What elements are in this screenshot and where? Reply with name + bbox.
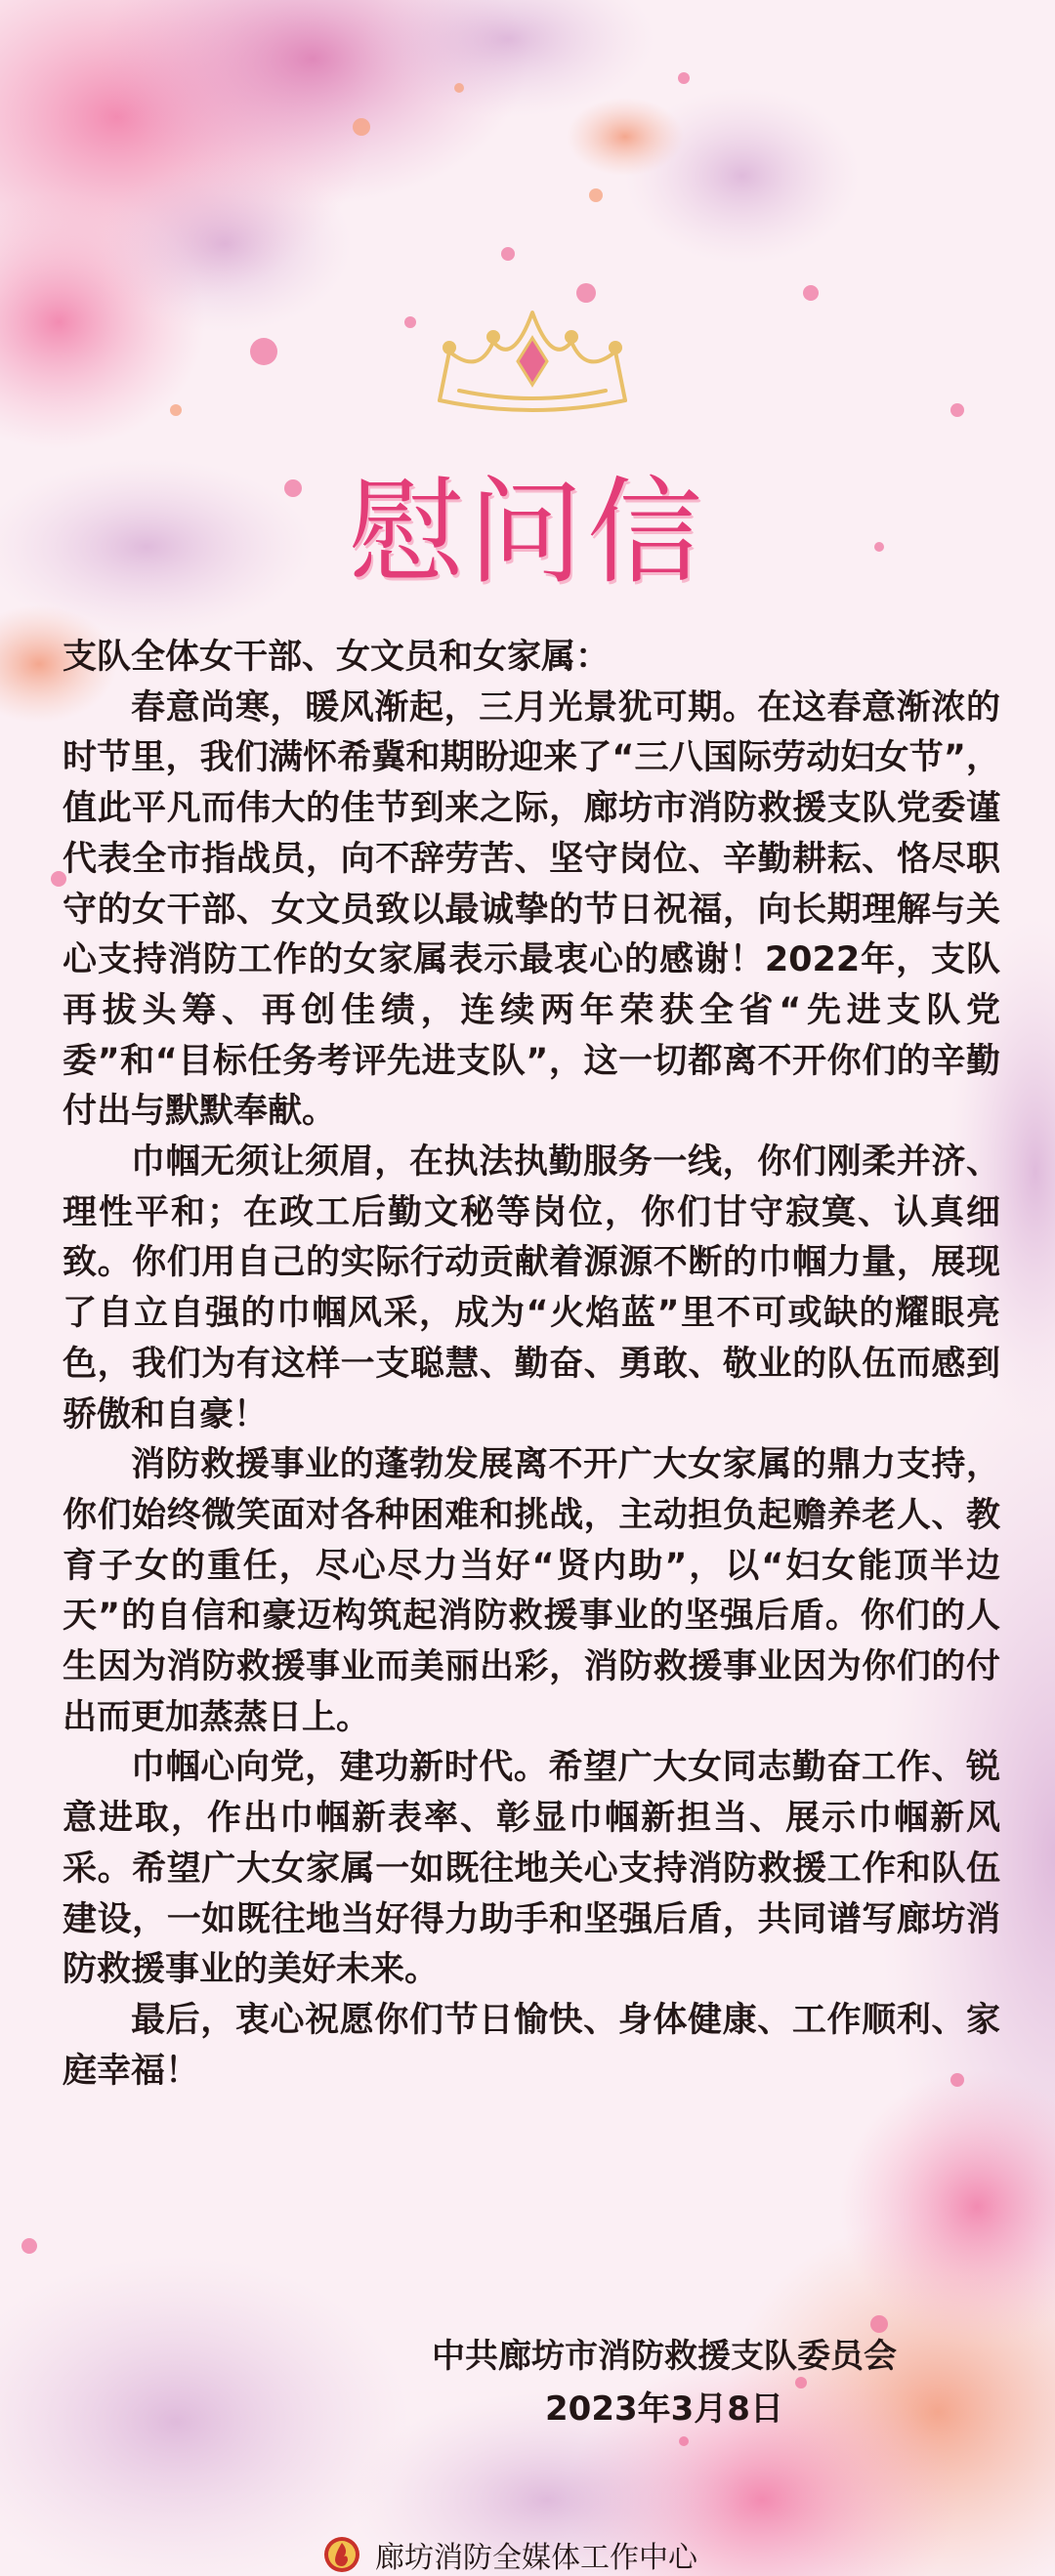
signature-date: 2023年3月8日 bbox=[545, 2389, 783, 2429]
letter-body bbox=[63, 633, 1000, 2097]
signature-block bbox=[391, 2330, 938, 2435]
crown-icon bbox=[420, 283, 645, 430]
footer-text: 廊坊消防全媒体工作中心 bbox=[375, 2541, 697, 2575]
paragraph: 巾帼无须让须眉，在执法执勤服务一线，你们刚柔并济、理性平和；在政工后勤文秘等岗位，你们甘守寂寞、认真细致。你们用自己的实际行动贡献着源源不断的巾帼力量，展现了自立自强的巾帼风采，成为“火焰蓝”里不可或缺的耀眼亮色，我们为有这样一支聪慧、勤奋、勇敢、敬业的队伍而感到骄傲和自豪！ bbox=[63, 1143, 1000, 1434]
fire-rescue-emblem-icon bbox=[322, 2535, 361, 2574]
page-title: 慰问信 bbox=[348, 465, 706, 600]
salutation: 支队全体女干部、女文员和女家属： bbox=[63, 638, 611, 677]
footer bbox=[322, 2535, 697, 2574]
paragraph: 最后，衷心祝愿你们节日愉快、身体健康、工作顺利、家庭幸福！ bbox=[63, 2000, 1000, 2091]
paragraph: 春意尚寒，暖风渐起，三月光景犹可期。在这春意渐浓的时节里，我们满怀希冀和期盼迎来了“三八国际劳动妇女节”，值此平凡而伟大的佳节到来之际，廊坊市消防救援支队党委谨代表全市指战员，向不辞劳苦、坚守岗位、辛勤耕耘、恪尽职守的女干部、女文员致以最诚挚的节日祝福，向长期理解与关心支持消防工作的女家属表示最衷心的感谢！2022年，支队再拔头筹、再创佳绩，连续两年荣获全省“先进支队党委”和“目标任务考评先进支队”，这一切都离不开你们的辛勤付出与默默奉献。 bbox=[63, 687, 1000, 1132]
signature-org: 中共廊坊市消防救援支队委员会 bbox=[432, 2337, 897, 2376]
paragraph: 消防救援事业的蓬勃发展离不开广大女家属的鼎力支持，你们始终微笑面对各种困难和挑战，主动担负起赡养老人、教育子女的重任，尽心尽力当好“贤内助”，以“妇女能顶半边天”的自信和豪迈构筑起消防救援事业的坚强后盾。你们的人生因为消防救援事业而美丽出彩，消防救援事业因为你们的付出而更加蒸蒸日上。 bbox=[63, 1445, 1000, 1737]
paragraph: 巾帼心向党，建功新时代。希望广大女同志勤奋工作、锐意进取，作出巾帼新表率、彰显巾帼新担当、展示巾帼新风采。希望广大女家属一如既往地关心支持消防救援工作和队伍建设，一如既往地当好得力助手和坚强后盾，共同谱写廊坊消防救援事业的美好未来。 bbox=[63, 1748, 1000, 1990]
